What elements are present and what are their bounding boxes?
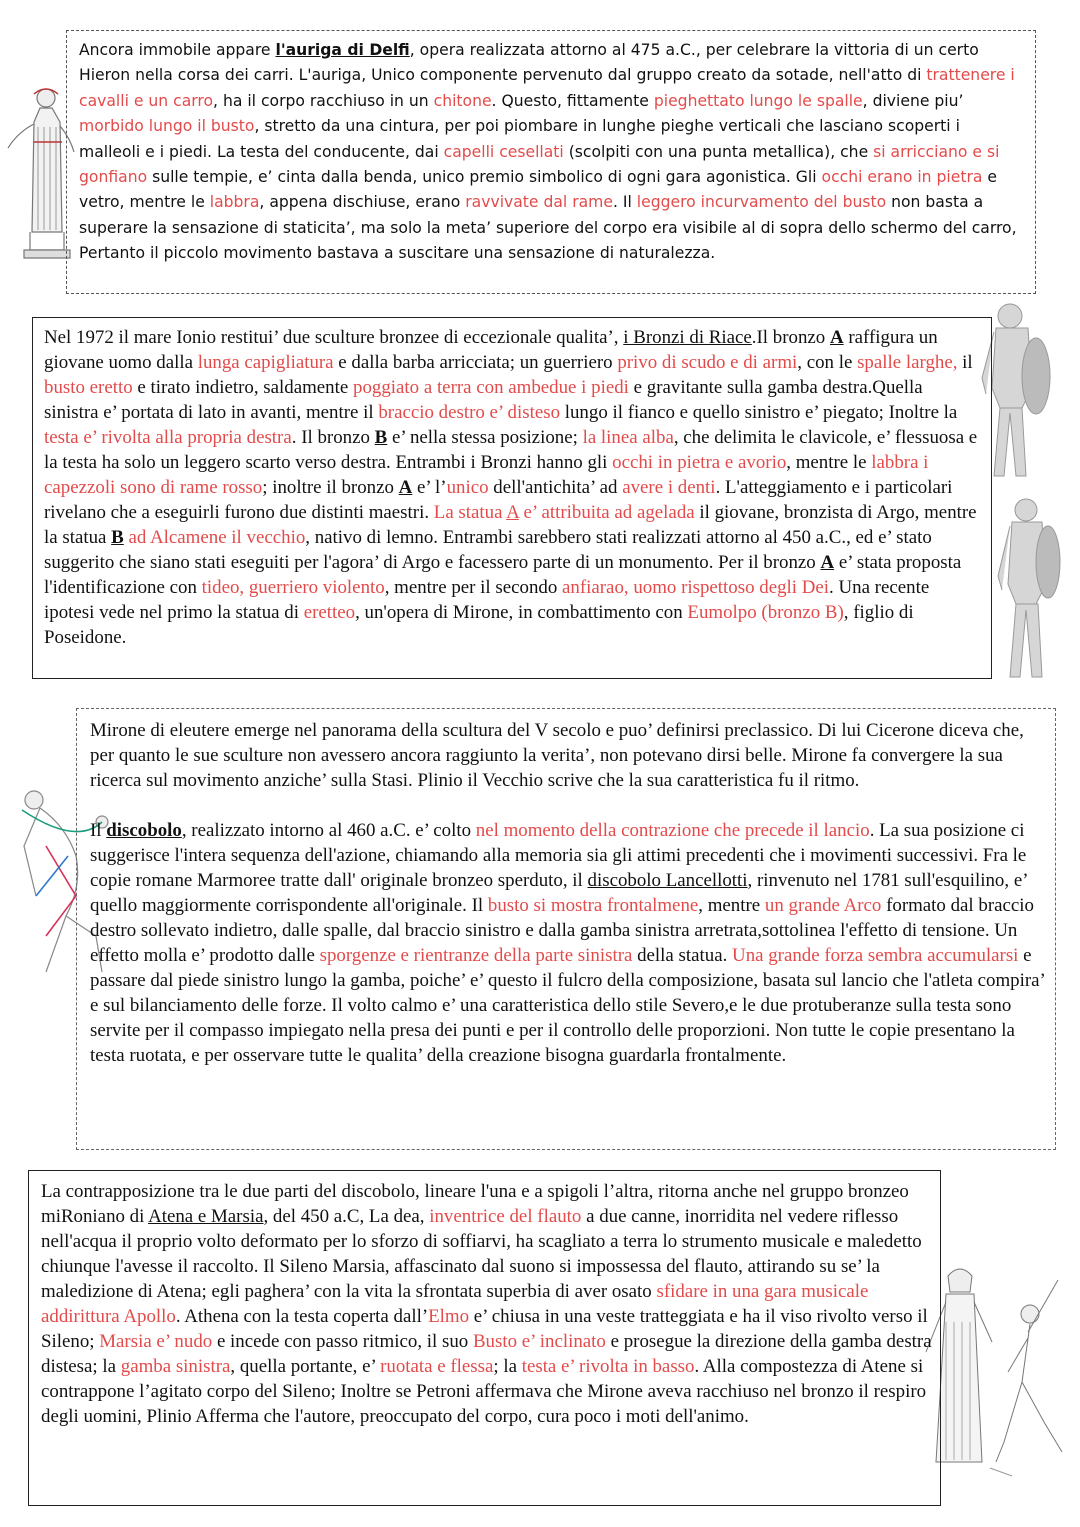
highlight: privo di scudo e di armi (617, 352, 798, 373)
highlight: braccio destro e’ disteso (378, 402, 561, 423)
highlight: Una grande forza sembra accumularsi (732, 945, 1019, 966)
text: , appena dischiuse, erano (259, 193, 466, 212)
text: il (957, 352, 973, 373)
highlight: Eumolpo (bronzo B) (687, 602, 844, 623)
text: e passare dal piede sinistro lungo la gamba, poiche’ e’ questo il fulcro della composizione, basata sul lancio che l'atleta compira’ e sul bilanciamento delle forze. Il volto calmo e’ una caratteristica dello stile Severo,e le due protuberanze sulla testa sono servite per il compasso impiegato nella presa dei punti e per il controllo delle proporzioni. Non tutte le copie presentano la testa ruotata, e per osservare tutte le qualita’ della creazione bisogna guardarla frontalmente. (90, 945, 1045, 1066)
highlight: busto eretto (44, 377, 133, 398)
highlight: poggiato a terra con ambedue i piedi (353, 377, 629, 398)
highlight: occhi erano in pietra (821, 168, 983, 187)
highlight: lunga capigliatura (197, 352, 334, 373)
highlight: chitone (433, 91, 492, 110)
text: lungo il fianco e quello sinistro e’ piegato; Inoltre la (560, 402, 958, 423)
text: , un'opera di Mirone, in combattimento con (355, 602, 688, 623)
highlight: ad Alcamene il vecchio (128, 527, 306, 548)
highlight: eretteo (303, 602, 356, 623)
text: ; inoltre il bronzo (262, 477, 399, 498)
text: e vetro, mentre le (79, 168, 997, 212)
text: , mentre le (786, 452, 872, 473)
text: ; la (493, 1356, 522, 1377)
term-auriga-di-delfi: l'auriga di Delfi (275, 41, 410, 59)
highlight: morbido lungo il busto (79, 117, 255, 136)
highlight: nel momento della contrazione che precede il lancio (475, 820, 870, 841)
highlight: ravvivate dal rame (465, 193, 613, 212)
bronzo-b-illustration (990, 492, 1080, 687)
discobolo-paragraph (90, 818, 1045, 1068)
label-a: A (829, 327, 844, 348)
text: e prosegue la direzione della gamba destra distesa; la (41, 1331, 932, 1377)
highlight: la linea alba (582, 427, 674, 448)
text: a due canne, inorridita nel vedere riflesso nell'acqua il proprio volto deformato per lo sforzo di soffiarvi, ha scagliato a terra lo strumento musicale e maledetto chiunque l'avesse il raccolto. Il Sileno Marsia, affascinato dal suono si impossessa del flauto, attirando su se’ la maledizione di Atena; egli paghera’ con la vita la sfrontata superbia di aver osato (41, 1206, 922, 1302)
highlight: La statua (433, 502, 507, 523)
text: e gravitante sulla gamba destra.Quella sinistra e’ portata di lato in avanti, mentre il (44, 377, 923, 423)
text: sulle tempie, e’ cinta dalla benda, unico premio simbolico di ogni gara agonistica. Gli (147, 168, 822, 187)
term-discobolo-lancellotti: discobolo Lancellotti (587, 870, 748, 891)
text: La contrapposizione tra le due parti del discobolo, lineare l'una e a spigoli l’altra, ritorna anche nel gruppo bronzeo miRoniano di (41, 1181, 909, 1227)
atena-marsia-section (28, 1170, 941, 1506)
text: (scolpiti con una punta metallica), che (563, 142, 874, 161)
text: , con le (797, 352, 858, 373)
text: . L'atteggiamento e i particolari rivelano che a eseguirli furono due distinti maestri. (44, 477, 953, 523)
paragraph-gap (90, 793, 1045, 818)
highlight: sfidare in una gara musicale addirittura Apollo (41, 1281, 869, 1327)
text: , quella portante, e’ (230, 1356, 381, 1377)
text: e’ l’ (412, 477, 447, 498)
text: , nativo di lemno. Entrambi sarebbero stati realizzati attorno al 450 a.C., ed e’ stato suggerito che siano stati eseguiti per l'agora’ di Argo e facessero parte di un monumento. Per il bronzo (44, 527, 932, 573)
highlight: unico (446, 477, 489, 498)
term-bronzi-di-riace: i Bronzi di Riace (623, 327, 752, 348)
auriga-paragraph (79, 38, 1025, 267)
highlight: busto si mostra frontalmene (487, 895, 699, 916)
highlight: Busto e’ inclinato (472, 1331, 606, 1352)
term-discobolo: discobolo (106, 820, 182, 841)
text: il giovane, bronzista di Argo, mentre la statua (44, 502, 977, 548)
text: , del 450 a.C, La dea, (263, 1206, 430, 1227)
highlight: e’ attribuita ad agelada (518, 502, 695, 523)
text: . Alla compostezza di Atene si contrappone l’agitato corpo del Sileno; Inoltre se Petroni affermava che Mirone aveva racchiuso nel bronzo il respiro degli uomini, Plinio Afferma che l'autore, preoccupato del corpo, cura poco i moti dell'animo. (41, 1356, 927, 1427)
label-a: A (506, 502, 519, 523)
highlight: testa e’ rivolta alla propria destra (44, 427, 292, 448)
text: . Questo, fittamente (491, 91, 654, 110)
text: , mentre per il secondo (384, 577, 563, 598)
mirone-section (76, 708, 1056, 1150)
text: formato dal braccio destro sollevato indietro, dalle spalle, dal braccio sinistro e dalla gamba sinistra arretrata,sottolinea l'effetto di tensione. Un effetto molla e’ prodotto dalle (90, 895, 1034, 966)
highlight: labbra i capezzoli sono di rame rosso (44, 452, 929, 498)
label-b: B (111, 527, 124, 548)
highlight: inventrice del flauto (429, 1206, 582, 1227)
highlight: sporgenze e rientranze della parte sinistra (319, 945, 633, 966)
highlight: Elmo (428, 1306, 470, 1327)
text: , ha il corpo racchiuso in un (213, 91, 434, 110)
text: e dalla barba arricciata; un guerriero (333, 352, 618, 373)
label-a: A (820, 552, 835, 573)
text: . Il (612, 193, 637, 212)
text: e incede con passo ritmico, il suo (212, 1331, 473, 1352)
text: e’ nella stessa posizione; (387, 427, 583, 448)
label-b: B (374, 427, 388, 448)
highlight: leggero incurvamento del busto (636, 193, 887, 212)
highlight: occhi in pietra e avorio (612, 452, 787, 473)
text: , figlio di Poseidone. (44, 602, 914, 648)
text: , stretto da una cintura, per poi piombare in lunghe pieghe verticali che lasciano scoperti i malleoli e i piedi. La testa del conducente, dai (79, 117, 960, 161)
text: . Il bronzo (291, 427, 375, 448)
label-a: A (398, 477, 413, 498)
highlight: labbra (209, 193, 260, 212)
text: . La sua posizione ci suggerisce l'intera sequenza dell'azione, chiamando alla memoria sia gli attimi precedenti che i movimenti successivi. Fra le copie romane Marmoree tratte dall' originale bronzeo sperduto, il (90, 820, 1027, 891)
text: raffigura un giovane uomo dalla (44, 327, 938, 373)
highlight: anfiarao, uomo rispettoso degli Dei (562, 577, 830, 598)
text: , diviene piu’ (862, 91, 964, 110)
text: dell'antichita’ ad (488, 477, 623, 498)
highlight: Marsia e’ nudo (99, 1331, 213, 1352)
bronzi-paragraph (44, 325, 981, 650)
bronzi-section (32, 317, 992, 679)
highlight: gamba sinistra (120, 1356, 231, 1377)
text: e’ chiusa in una veste tratteggiata e ha il viso rivolto verso il Sileno; (41, 1306, 928, 1352)
highlight: si arricciano e si gonfiano (79, 142, 1000, 187)
text: della statua. (632, 945, 733, 966)
highlight: pieghettato lungo le spalle (653, 91, 863, 110)
mirone-intro-paragraph: Mirone di eleutere emerge nel panorama della scultura del V secolo e puo’ definirsi preclassico. Di lui Cicerone diceva che, per quanto le sue sculture non avessero ancora raggiunto la verita’, non potevano dirsi belle. Mirone fa convergere la sua ricerca sul movimento anziche’ sulla Stasi. Plinio il Vecchio scrive che la sua caratteristica fu il ritmo. (90, 720, 1024, 791)
text: , mentre (698, 895, 765, 916)
text: e tirato indietro, saldamente (132, 377, 353, 398)
text: non basta a superare la sensazione di staticita’, ma solo la meta’ superiore del corpo era visibile al di sopra dello schermo del carro, Pertanto il piccolo movimento bastava a suscitare una sensazione di naturalezza. (79, 193, 1017, 263)
text: , rinvenuto nel 1781 sull'esquilino, e’ quello maggiormente corrispondente all'originale. Il (90, 870, 1028, 916)
text: Il (90, 820, 107, 841)
text: , realizzato intorno al 460 a.C. e’ colto (181, 820, 476, 841)
text: Ancora immobile appare (79, 41, 276, 59)
highlight: ruotata e flessa (380, 1356, 494, 1377)
text: , che delimita le clavicole, e’ flessuosa e la testa ha solo un leggero scarto verso destra. Entrambi i Bronzi hanno gli (44, 427, 978, 473)
text: Nel 1972 il mare Ionio restitui’ due sculture bronzee di eccezionale qualita’, (44, 327, 624, 348)
atena-marsia-paragraph (41, 1179, 934, 1429)
auriga-section (66, 30, 1036, 294)
highlight: trattenere i cavalli e un carro (79, 66, 1015, 110)
highlight: un grande Arco (764, 895, 882, 916)
text: . Athena con la testa coperta dall’ (175, 1306, 429, 1327)
highlight: capelli cesellati (443, 142, 564, 161)
highlight: tideo, guerriero violento (201, 577, 385, 598)
highlight: testa e’ rivolta in basso (521, 1356, 695, 1377)
text: e’ stata proposta l'identificazione con (44, 552, 962, 598)
highlight: spalle larghe, (857, 352, 958, 373)
term-atena-e-marsia: Atena e Marsia (148, 1206, 264, 1227)
text: , opera realizzata attorno al 475 a.C., per celebrare la vittoria di un certo Hieron nella corsa dei carri. L'auriga, Unico componente pervenuto dal gruppo creato da sotade, nell'atto di (79, 41, 979, 85)
text: .Il bronzo (751, 327, 830, 348)
highlight: avere i denti (622, 477, 716, 498)
text: . Una recente ipotesi vede nel primo la statua di (44, 577, 930, 623)
